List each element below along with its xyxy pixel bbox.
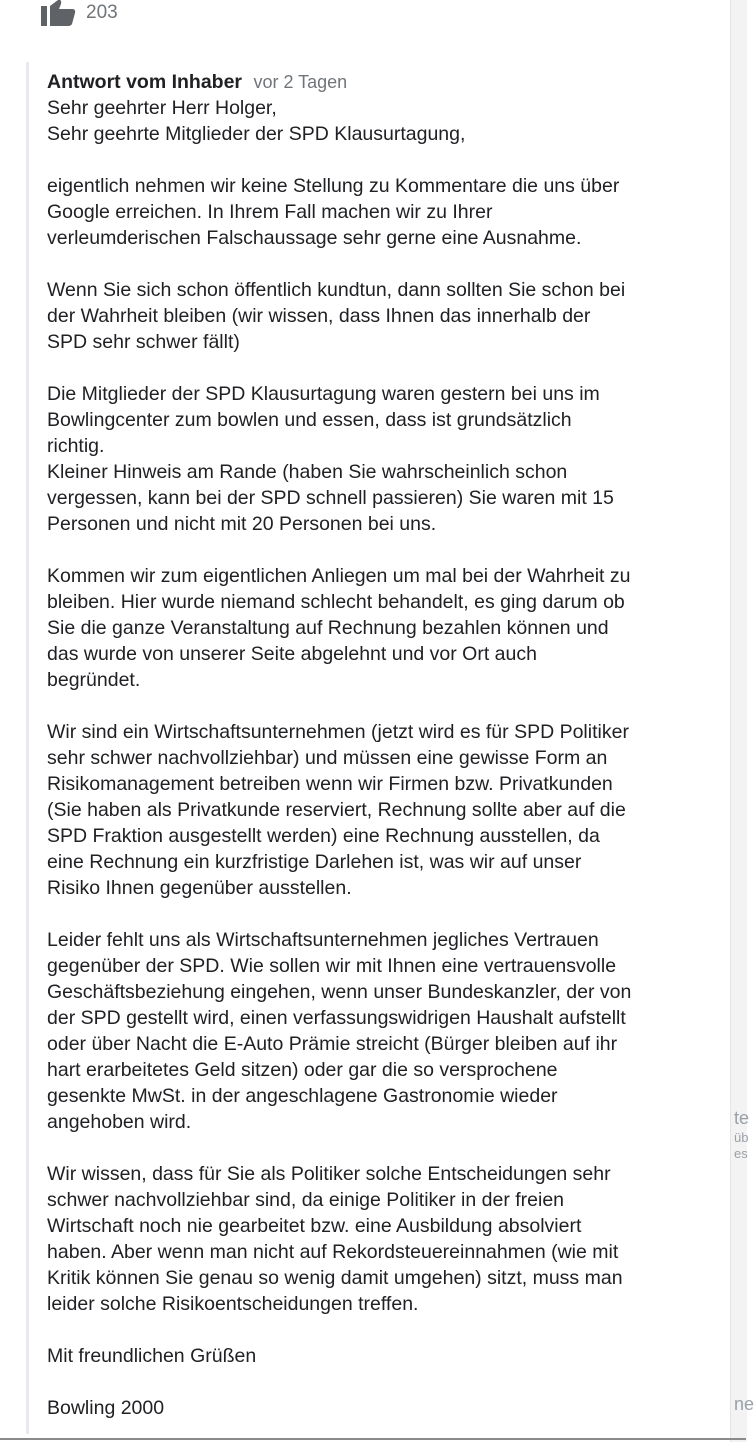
reply-line: Kommen wir zum eigentlichen Anliegen um mal bei der Wahrheit zu: [47, 565, 631, 587]
like-count: 203: [86, 2, 118, 23]
reply-line: sehr schwer nachvollziehbar) und müssen eine gewisse Form an: [47, 747, 608, 769]
reply-line: hart erarbeitetes Geld sitzen) oder gar die so versprochene: [47, 1059, 558, 1081]
clipped-text-fragment: es: [734, 1146, 748, 1161]
paragraph-gap: [47, 1317, 715, 1343]
reply-line: angehoben wird.: [47, 1111, 192, 1133]
paragraph-gap: [47, 355, 715, 381]
reply-line: oder über Nacht die E-Auto Prämie streicht (Bürger bleiben auf ihr: [47, 1033, 618, 1055]
like-row: [40, 0, 118, 26]
reply-paragraph: [47, 173, 715, 251]
reply-line: der SPD gestellt wird, einen verfassungswidrigen Haushalt aufstellt: [47, 1007, 626, 1029]
reply-line: vergessen, kann bei der SPD schnell passieren) Sie waren mit 15: [47, 487, 614, 509]
reply-line: Risiko Ihnen gegenüber ausstellen.: [47, 877, 352, 899]
clipped-text-fragment: üb: [734, 1130, 749, 1145]
reply-line: Wirtschaft noch nie gearbeitet bzw. eine Ausbildung absolviert: [47, 1215, 582, 1237]
reply-paragraph: [47, 719, 715, 901]
reply-line: Die Mitglieder der SPD Klausurtagung waren gestern bei uns im: [47, 383, 600, 405]
reply-line: bleiben. Hier wurde niemand schlecht behandelt, es ging darum ob: [47, 591, 625, 613]
paragraph-gap: [47, 1369, 715, 1395]
reply-line: (Sie haben als Privatkunde reserviert, Rechnung sollte aber auf die: [47, 799, 626, 821]
reply-line: Google erreichen. In Ihrem Fall machen wir zu Ihrer: [47, 201, 493, 223]
reply-line: begründet.: [47, 669, 141, 691]
reply-line: SPD Fraktion ausgestellt werden) eine Rechnung ausstellen, da: [47, 825, 600, 847]
reply-line: Mit freundlichen Grüßen: [47, 1345, 257, 1367]
reply-paragraph: [47, 563, 715, 693]
adjacent-panel-edge: [730, 0, 754, 1442]
reply-paragraph: [47, 95, 715, 147]
reply-line: SPD sehr schwer fällt): [47, 331, 240, 353]
thumbs-up-icon[interactable]: [40, 0, 76, 26]
reply-line: Kleiner Hinweis am Rande (haben Sie wahrscheinlich schon: [47, 461, 568, 483]
reply-line: Geschäftsbeziehung eingehen, wenn unser Bundeskanzler, der von: [47, 981, 632, 1003]
reply-line: Sehr geehrter Herr Holger,: [47, 97, 277, 119]
paragraph-gap: [47, 147, 715, 173]
reply-line: schwer nachvollziehbar sind, da einige Politiker in der freien: [47, 1189, 565, 1211]
reply-line: Personen und nicht mit 20 Personen bei uns.: [47, 513, 437, 535]
reply-line: der Wahrheit bleiben (wir wissen, dass Ihnen das innerhalb der: [47, 305, 591, 327]
reply-paragraph: [47, 1343, 715, 1369]
reply-line: gegenüber der SPD. Wie sollen wir mit Ihnen eine vertrauensvolle: [47, 955, 617, 977]
reply-paragraph: [47, 277, 715, 355]
reply-line: verleumderischen Falschaussage sehr gerne eine Ausnahme.: [47, 227, 582, 249]
reply-line: Sehr geehrte Mitglieder der SPD Klausurtagung,: [47, 123, 466, 145]
reply-text: [47, 95, 715, 1421]
reply-line: Wir sind ein Wirtschaftsunternehmen (jetzt wird es für SPD Politiker: [47, 721, 629, 743]
reply-timestamp: vor 2 Tagen: [253, 72, 348, 92]
paragraph-gap: [47, 1135, 715, 1161]
reply-line: eigentlich nehmen wir keine Stellung zu Kommentare die uns über: [47, 175, 620, 197]
reply-paragraph: [47, 927, 715, 1135]
reply-line: Wir wissen, dass für Sie als Politiker solche Entscheidungen sehr: [47, 1163, 611, 1185]
reply-line: haben. Aber wenn man nicht auf Rekordsteuereinnahmen (wie mit: [47, 1241, 619, 1263]
reply-line: Bowlingcenter zum bowlen und essen, dass ist grundsätzlich: [47, 409, 572, 431]
paragraph-gap: [47, 693, 715, 719]
reply-line: Bowling 2000: [47, 1397, 165, 1419]
paragraph-gap: [47, 251, 715, 277]
reply-paragraph: [47, 1395, 715, 1421]
reply-author: Antwort vom Inhaber: [47, 71, 243, 93]
reply-line: eine Rechnung ein kurzfristige Darlehen ist, was wir auf unser: [47, 851, 582, 873]
reply-line: Sie die ganze Veranstaltung auf Rechnung bezahlen können und: [47, 617, 609, 639]
reply-paragraph: [47, 1161, 715, 1317]
reply-line: Kritik können Sie genau so wenig damit umgehen) sitzt, muss man: [47, 1267, 623, 1289]
reply-line: richtig.: [47, 435, 105, 457]
reply-paragraph: [47, 381, 715, 537]
paragraph-gap: [47, 901, 715, 927]
reply-header: [47, 69, 347, 95]
reply-line: gesenkte MwSt. in der angeschlagene Gastronomie wieder: [47, 1085, 558, 1107]
reply-line: Leider fehlt uns als Wirtschaftsunternehmen jegliches Vertrauen: [47, 929, 599, 951]
owner-reply: [26, 62, 716, 1434]
paragraph-gap: [47, 537, 715, 563]
clipped-text-fragment: ne: [734, 1394, 754, 1414]
reply-line: Wenn Sie sich schon öffentlich kundtun, dann sollten Sie schon bei: [47, 279, 626, 301]
reply-line: das wurde von unserer Seite abgelehnt und vor Ort auch: [47, 643, 537, 665]
divider: [0, 1438, 746, 1440]
clipped-text-fragment: te: [734, 1108, 750, 1128]
reply-line: leider solche Risikoentscheidungen treffen.: [47, 1293, 419, 1315]
reply-line: Risikomanagement betreiben wenn wir Firmen bzw. Privatkunden: [47, 773, 613, 795]
